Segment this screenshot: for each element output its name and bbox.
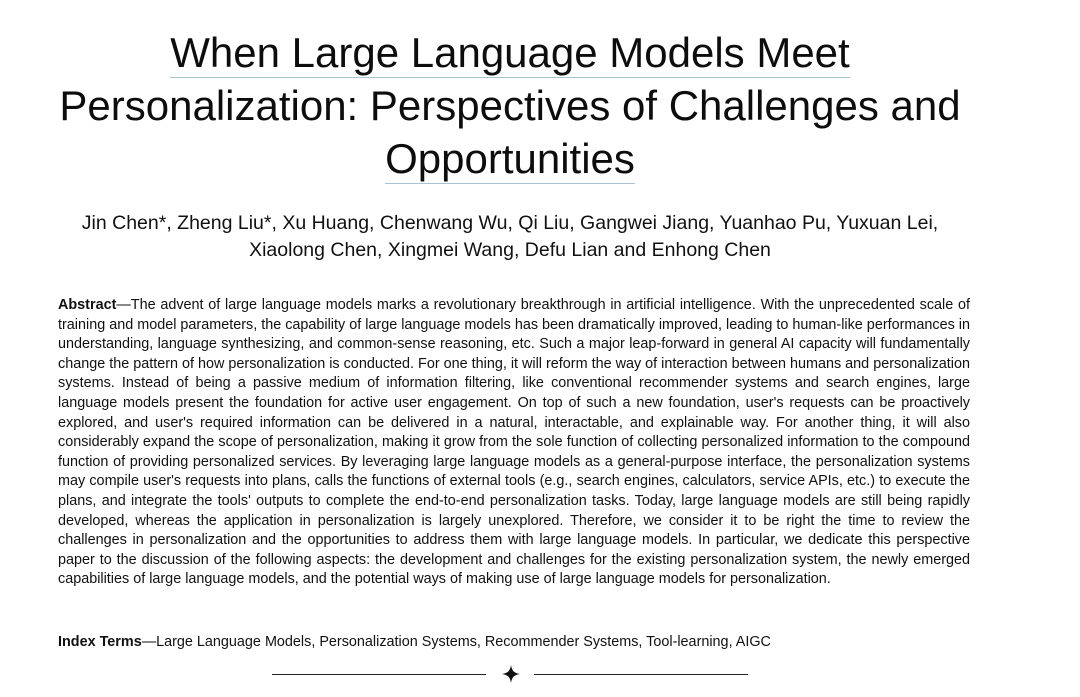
title-line-2 xyxy=(0,79,1020,132)
abstract-text: —The advent of large language models marks a revolutionary breakthrough in artificial intelligence. With the unprecedented scale of training and model parameters, the capability of large language models has been dramatically improved, leading to human-like performances in understanding, language synthesizing, and common-sense reasoning, etc. Such a major leap-forward in general AI capacity will fundamentally change the pattern of how personalization is conducted. For one thing, it will reform the way of interaction between humans and personalization systems. Instead of being a passive medium of information filtering, like conventional recommender systems and search engines, large language models present the foundation for active user engagement. On top of such a new foundation, user's requests can be proactively explored, and user's required information can be delivered in a natural, interactable, and explainable way. For another thing, it will also considerably expand the scope of personalization, making it grow from the sole function of collecting personalized information to the compound function of providing personalized services. By leveraging large language models as a general-purpose interface, the personalization systems may compile user's requests into plans, calls the functions of external tools (e.g., search engines, calculators, service APIs, etc.) to execute the plans, and integrate the tools' outputs to complete the end-to-end personalization tasks. Today, large language models are still being rapidly developed, whereas the application in personalization is largely unexplored. Therefore, we consider it to be right the time to review the challenges in personalization and the opportunities to address them with large language models. In particular, we dedicate this perspective paper to the discussion of the following aspects: the development and challenges for the existing personalization system, the newly emerged capabilities of large language models, and the potential ways of making use of large language models for personalization. xyxy=(58,297,970,588)
author-list xyxy=(0,210,1020,264)
abstract xyxy=(58,296,970,590)
paper-title xyxy=(0,26,1020,185)
four-point-star-icon xyxy=(502,665,520,683)
title-text-3: Opportunities xyxy=(385,135,635,182)
index-terms-text: —Large Language Models, Personalization Systems, Recommender Systems, Tool-learning, AIGC xyxy=(141,634,771,650)
separator-line-left xyxy=(272,674,486,675)
author-line-1: Jin Chen*, Zheng Liu*, Xu Huang, Chenwang Wu, Qi Liu, Gangwei Jiang, Yuanhao Pu, Yuxuan Lei, xyxy=(81,212,939,234)
title-line-1 xyxy=(0,26,1020,79)
section-separator xyxy=(0,664,1020,684)
index-terms xyxy=(58,633,970,653)
title-line-3 xyxy=(0,132,1020,185)
index-terms-label: Index Terms xyxy=(58,634,142,650)
title-text-1: When Large Language Models Meet xyxy=(170,29,850,76)
author-line-2: Xiaolong Chen, Xingmei Wang, Defu Lian and Enhong Chen xyxy=(249,239,771,261)
abstract-label: Abstract xyxy=(58,297,117,313)
title-text-2: Personalization: Perspectives of Challenges and xyxy=(59,82,961,129)
separator-line-right xyxy=(534,674,748,675)
